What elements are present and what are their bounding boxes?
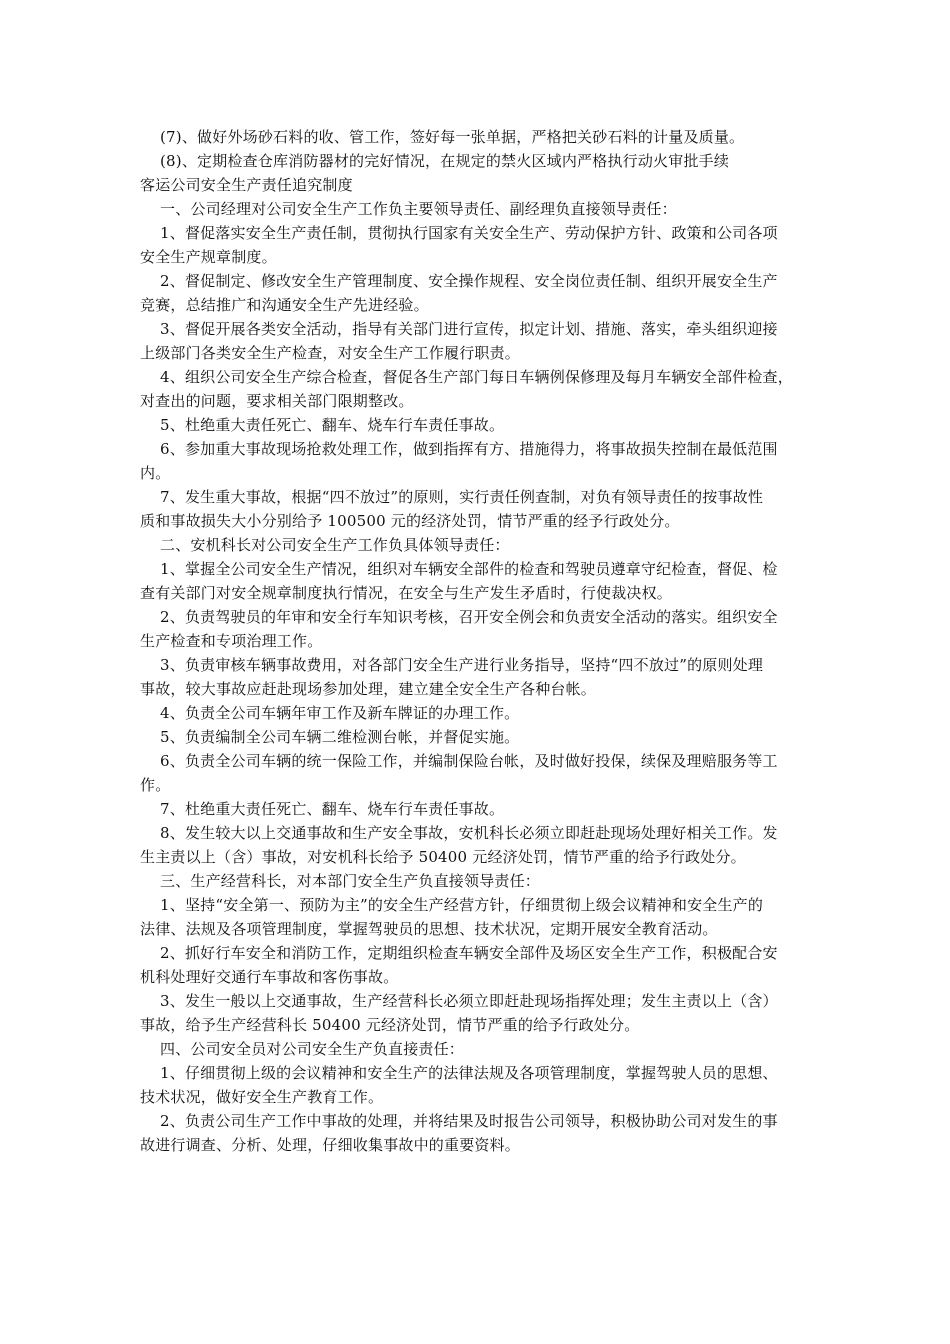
paragraph-line: 2、抓好行车安全和消防工作，定期组织检查车辆安全部件及场区安全生产工作，积极配合安 — [160, 944, 778, 962]
paragraph-line: 4、负责全公司车辆年审工作及新车牌证的办理工作。 — [160, 704, 520, 722]
paragraph-line: (8)、定期检查仓库消防器材的完好情况，在规定的禁火区域内严格执行动火审批手续 — [160, 152, 730, 170]
paragraph-line: 2、督促制定、修改安全生产管理制度、安全操作规程、安全岗位责任制、组织开展安全生产 — [160, 272, 778, 290]
paragraph-continuation-line: 法律、法规及各项管理制度，掌握驾驶员的思想、技术状况，定期开展安全教育活动。 — [140, 920, 718, 938]
paragraph-line: 1、掌握全公司安全生产情况，组织对车辆安全部件的检查和驾驶员遵章守纪检查，督促、检 — [160, 560, 778, 578]
paragraph-line: 2、负责驾驶员的年审和安全行车知识考核，召开安全例会和负责安全活动的落实。组织安全 — [160, 608, 778, 626]
paragraph-line: 3、负责审核车辆事故费用，对各部门安全生产进行业务指导，坚持“四不放过”的原则处理 — [160, 656, 764, 674]
paragraph-line: 6、负责全公司车辆的统一保险工作，并编制保险台帐，及时做好投保，续保及理赔服务等工 — [160, 752, 778, 770]
paragraph-continuation-line: 技术状况，做好安全生产教育工作。 — [140, 1088, 384, 1106]
paragraph-continuation-line: 质和事故损失大小分别给予 100500 元的经济处罚，情节严重的经予行政处分。 — [140, 512, 680, 530]
paragraph-line: 5、杜绝重大责任死亡、翻车、烧车行车责任事故。 — [160, 416, 505, 434]
paragraph-continuation-line: 事故，较大事故应赶赴现场参加处理，建立建全安全生产各种台帐。 — [140, 680, 597, 698]
paragraph-line: 一、公司经理对公司安全生产工作负主要领导责任、副经理负直接领导责任： — [160, 200, 677, 218]
paragraph-continuation-line: 故进行调查、分析、处理，仔细收集事故中的重要资料。 — [140, 1136, 521, 1154]
paragraph-continuation-line: 查有关部门对安全规章制度执行情况，在安全与生产发生矛盾时，行使裁决权。 — [140, 584, 673, 602]
paragraph-line: 4、组织公司安全生产综合检查，督促各生产部门每日车辆例保修理及每月车辆安全部件检查， — [160, 368, 793, 386]
paragraph-line: 3、督促开展各类安全活动，指导有关部门进行宣传，拟定计划、措施、落实，牵头组织迎接 — [160, 320, 778, 338]
paragraph-line: 二、安机科长对公司安全生产工作负具体领导责任： — [160, 536, 510, 554]
paragraph-line: 2、负责公司生产工作中事故的处理，并将结果及时报告公司领导，积极协助公司对发生的事 — [160, 1112, 778, 1130]
paragraph-continuation-line: 内。 — [140, 464, 171, 482]
paragraph-line: 3、发生一般以上交通事故，生产经营科长必须立即赶赴现场指挥处理；发生主责以上（含） — [160, 992, 778, 1010]
paragraph-continuation-line: 生主责以上（含）事故，对安机科长给予 50400 元经济处罚，情节严重的给予行政处分。 — [140, 848, 746, 866]
paragraph-continuation-line: 客运公司安全生产责任追究制度 — [140, 176, 353, 194]
paragraph-continuation-line: 上级部门各类安全生产检查，对安全生产工作履行职责。 — [140, 344, 521, 362]
paragraph-line: 7、杜绝重大责任死亡、翻车、烧车行车责任事故。 — [160, 800, 505, 818]
paragraph-line: 四、公司安全员对公司安全生产负直接责任： — [160, 1040, 465, 1058]
paragraph-line: 1、坚持“安全第一、预防为主”的安全生产经营方针，仔细贯彻上级会议精神和安全生产的 — [160, 896, 764, 914]
paragraph-continuation-line: 机科处理好交通行车事故和客伤事故。 — [140, 968, 399, 986]
paragraph-line: 三、生产经营科长，对本部门安全生产负直接领导责任： — [160, 872, 541, 890]
paragraph-line: 1、仔细贯彻上级的会议精神和安全生产的法律法规及各项管理制度，掌握驾驶人员的思想、 — [160, 1064, 778, 1082]
paragraph-line: 1、督促落实安全生产责任制，贯彻执行国家有关安全生产、劳动保护方针、政策和公司各项 — [160, 224, 778, 242]
paragraph-line: 8、发生较大以上交通事故和生产安全事故，安机科长必须立即赶赴现场处理好相关工作。发 — [160, 824, 778, 842]
paragraph-line: (7)、做好外场砂石料的收、管工作，签好每一张单据，严格把关砂石料的计量及质量。 — [160, 128, 745, 146]
paragraph-line: 7、发生重大事故，根据“四不放过”的原则，实行责任例查制，对负有领导责任的按事故性 — [160, 488, 764, 506]
paragraph-continuation-line: 安全生产规章制度。 — [140, 248, 277, 266]
document-page — [140, 125, 812, 1157]
paragraph-continuation-line: 作。 — [140, 776, 171, 794]
paragraph-line: 6、参加重大事故现场抢救处理工作，做到指挥有方、措施得力，将事故损失控制在最低范围 — [160, 440, 778, 458]
paragraph-continuation-line: 事故，给予生产经营科长 50400 元经济处罚，情节严重的给予行政处分。 — [140, 1016, 640, 1034]
paragraph-continuation-line: 竞赛，总结推广和沟通安全生产先进经验。 — [140, 296, 429, 314]
paragraph-continuation-line: 对查出的问题，要求相关部门限期整改。 — [140, 392, 414, 410]
paragraph-continuation-line: 生产检查和专项治理工作。 — [140, 632, 323, 650]
paragraph-line: 5、负责编制全公司车辆二维检测台帐，并督促实施。 — [160, 728, 520, 746]
